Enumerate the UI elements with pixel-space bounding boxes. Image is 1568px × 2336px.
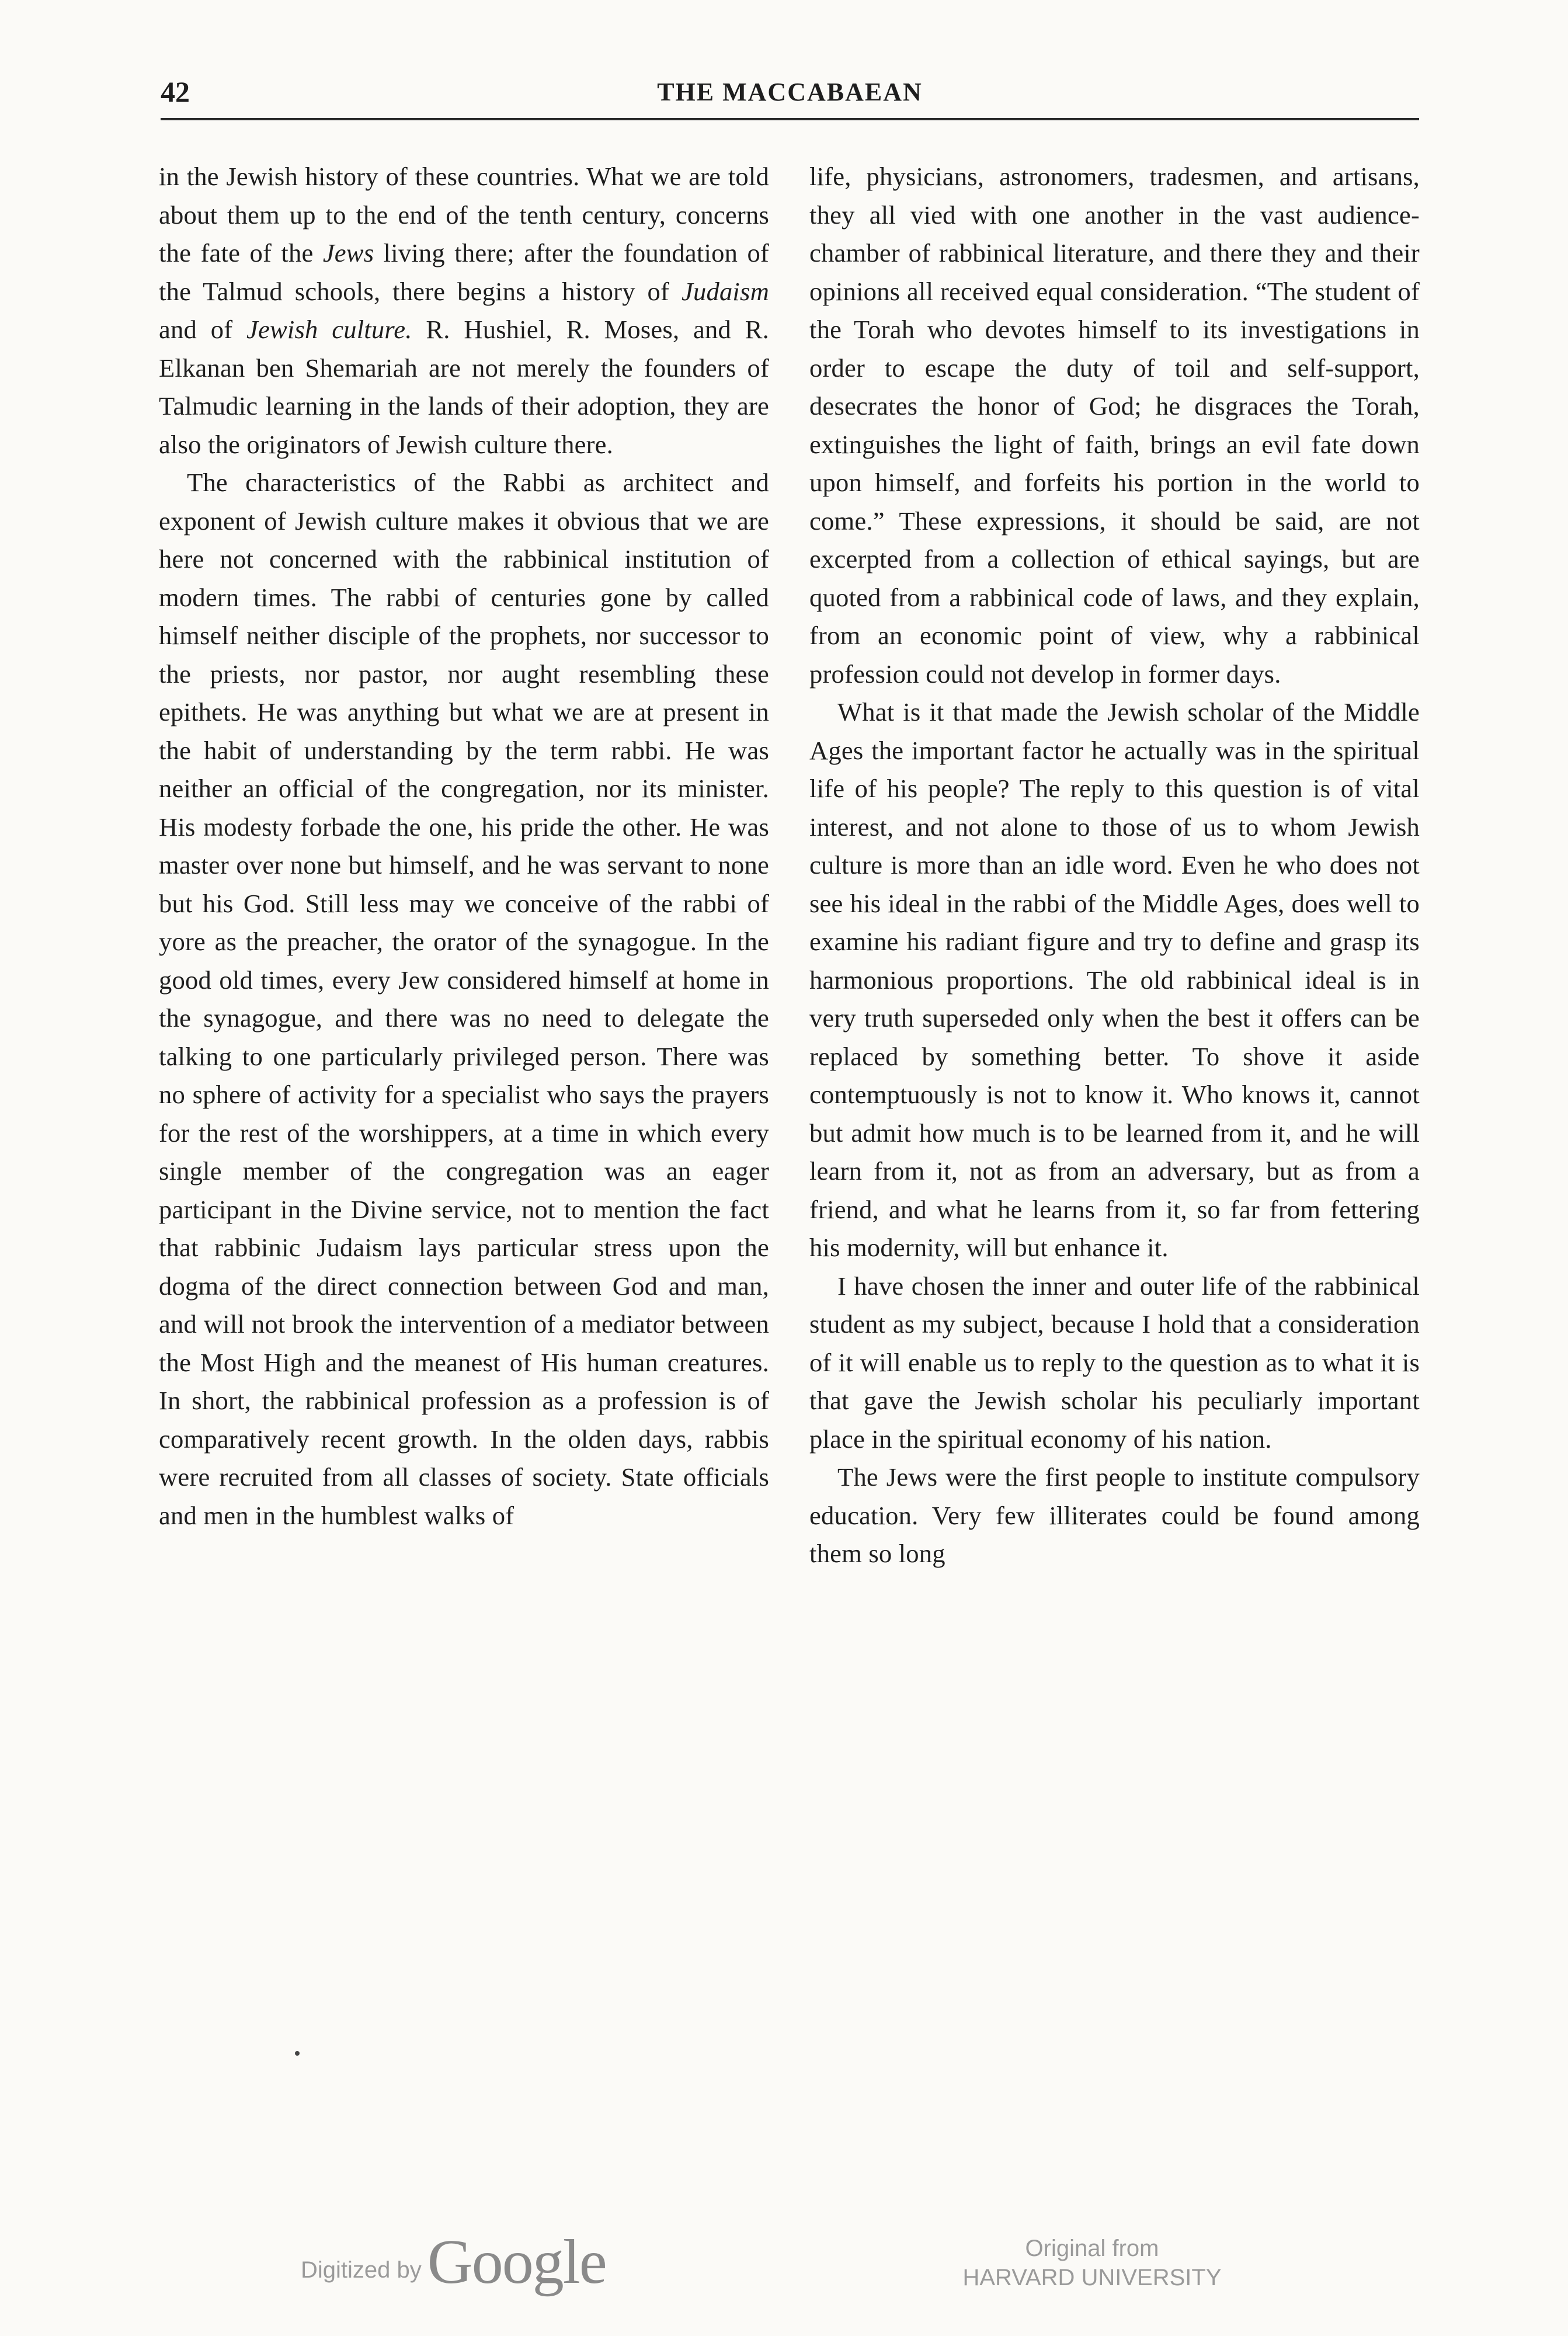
original-from-label: Original from <box>1025 2236 1159 2261</box>
paragraph <box>809 1458 1420 1573</box>
paragraph <box>809 158 1420 693</box>
text-run: in the Jewish history of these countries. What we are told about them up to the end of the tenth century, concerns the fate of the <box>159 162 769 267</box>
digitized-by-google <box>301 2224 606 2297</box>
left-column <box>159 158 769 1535</box>
page-header <box>161 75 1419 121</box>
running-title: THE MACCABAEAN <box>657 78 923 106</box>
page-number: 42 <box>161 75 190 108</box>
right-column <box>809 158 1420 1573</box>
text-run: I have chosen the inner and outer life of the rabbinical student as my subject, because I hold that a consideration of it will enable us to reply to the question as to what it is that gave the Jewish scholar his peculiarly important place in the spiritual economy of his nation. <box>809 1271 1420 1454</box>
text-run: The Jews were the first people to institute compulsory education. Very few illiterates could be found among them so long <box>809 1462 1420 1568</box>
header-rule <box>161 118 1419 120</box>
text-run: R. Hushiel, R. Moses, and R. Elkanan ben Shemariah are not merely the founders of Talmudic learning in the lands of their adoption, they are also the originators of Jewish culture there. <box>159 315 769 459</box>
paragraph <box>809 1267 1420 1459</box>
italic-text: Judaism <box>681 276 769 306</box>
original-from-harvard <box>946 2234 1238 2292</box>
paragraph <box>809 693 1420 1267</box>
italic-text: Jewish culture. <box>246 315 412 344</box>
google-logo: Google <box>427 2227 606 2297</box>
text-run: The characteristics of the Rabbi as architect and exponent of Jewish culture makes it obvious that we are here not concerned with the rabbinical institution of modern times. The rabbi of centuries gone by called himself neither disciple of the prophets, nor successor to the priests, nor pastor, nor aught resembling these epithets. He was anything but what we are at present in the habit of understanding by the term rabbi. He was neither an official of the congregation, nor its minister. His modesty forbade the one, his pride the other. He was master over none but himself, and he was servant to none but his God. Still less may we conceive of the rabbi of yore as the preacher, the orator of the synagogue. In the good old times, every Jew considered himself at home in the synagogue, and there was no need to delegate the talking to one particularly privileged person. There was no sphere of activity for a specialist who says the prayers for the rest of the worshippers, at a time in which every single member of the congregation was an eager participant in the Divine service, not to mention the fact that rabbinic Judaism lays particular stress upon the dogma of the direct connection between God and man, and will not brook the intervention of a mediator between the Most High and the meanest of His human creatures. In short, the rabbinical profession as a profession is of comparatively recent growth. In the olden days, rabbis were recruited from all classes of society. State officials and men in the humblest walks of <box>159 468 769 1530</box>
stray-ink-mark <box>295 2051 300 2056</box>
text-run: life, physicians, astronomers, tradesmen, and artisans, they all vied with one another in the vast audience-chamber of rabbinical literature, and there they and their opinions all received equal consideration. “The student of the Torah who devotes himself to its investigations in order to escape the duty of toil and self-support, desecrates the honor of God; he disgraces the Torah, extinguishes the light of faith, brings an evil fate down upon himself, and forfeits his portion in the world to come.” These expressions, it should be said, are not excerpted from a collection of ethical sayings, but are quoted from a rabbinical code of laws, and they explain, from an economic point of view, why a rabbinical profession could not develop in former days. <box>809 162 1420 689</box>
paragraph <box>159 158 769 464</box>
institution-label: HARVARD UNIVERSITY <box>962 2265 1222 2290</box>
digitized-by-label: Digitized by <box>301 2257 422 2283</box>
italic-text: Jews <box>322 238 374 267</box>
paragraph <box>159 464 769 1535</box>
text-run: living there; after the foundation of the Talmud schools, there begins a history of <box>159 238 769 306</box>
text-run: and of <box>159 315 246 344</box>
text-run: What is it that made the Jewish scholar of the Middle Ages the important factor he actually was in the spiritual life of his people? The reply to this question is of vital interest, and not alone to those of us to whom Jewish culture is more than an idle word. Even he who does not see his ideal in the rabbi of the Middle Ages, does well to examine his radiant figure and try to define and grasp its harmonious proportions. The old rabbinical ideal is in very truth superseded only when the best it offers can be replaced by something better. To shove it aside contemptuously is not to know it. Who knows it, cannot but admit how much is to be learned from it, and he will learn from it, not as from an adversary, but as from a friend, and what he learns from it, so far from fettering his modernity, will but enhance it. <box>809 697 1420 1262</box>
